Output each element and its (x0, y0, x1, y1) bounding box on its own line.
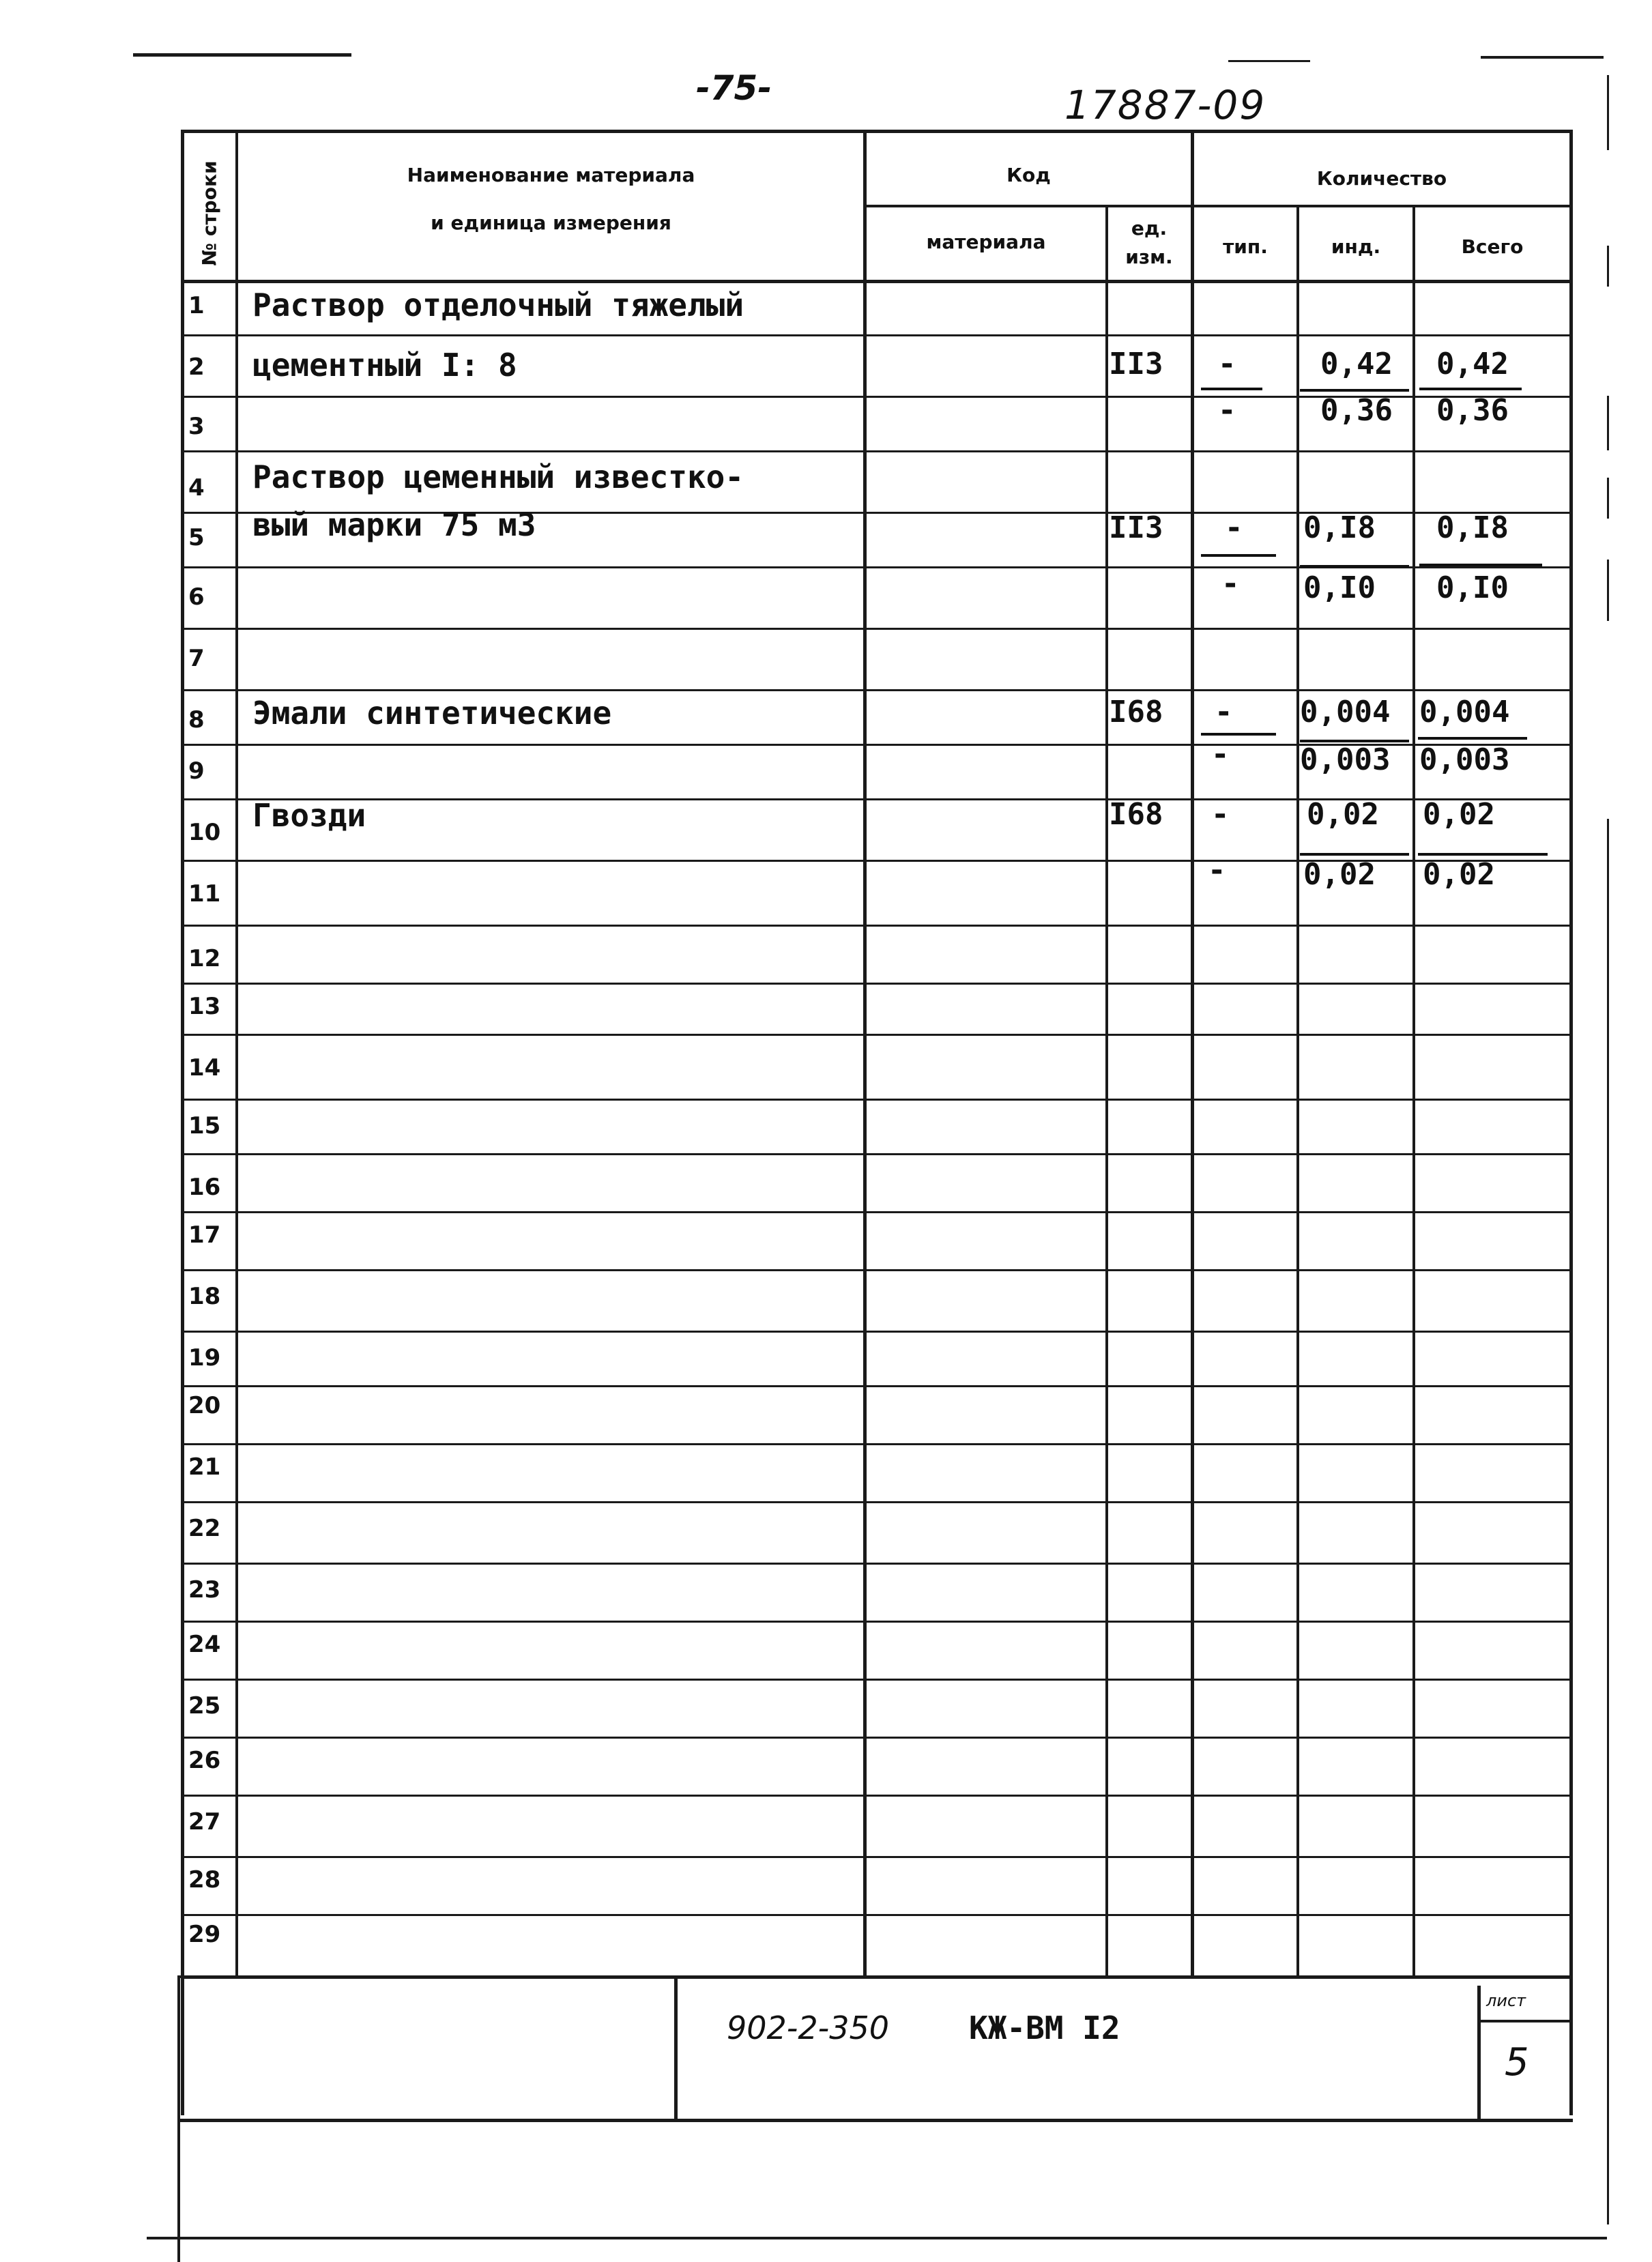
material-name: Раствор отделочный тяжелый (252, 287, 744, 323)
row-number: 26 (188, 1747, 221, 1774)
material-name: вый марки 75 м3 (252, 506, 536, 543)
row-number: 11 (188, 880, 221, 908)
row-number: 28 (188, 1866, 221, 1894)
row-number: 23 (188, 1576, 221, 1604)
qty-total: 0,02 (1423, 797, 1495, 832)
header-name-line1: Наименование материала (407, 164, 695, 186)
qty-typ: - (1215, 695, 1233, 729)
row-number: 21 (188, 1453, 221, 1481)
row-number: 3 (188, 413, 205, 440)
row-number: 22 (188, 1515, 221, 1542)
qty-ind: 0,02 (1307, 797, 1379, 832)
material-name: цементный I: 8 (252, 347, 517, 383)
qty-ind: 0,003 (1300, 742, 1391, 777)
material-name: Эмали синтетические (252, 695, 612, 731)
underline (1418, 737, 1527, 740)
qty-typ: - (1221, 566, 1240, 601)
qty-total: 0,003 (1419, 742, 1510, 777)
header-code: Код (1006, 164, 1051, 186)
row-number: 17 (188, 1221, 221, 1249)
row-number: 7 (188, 645, 205, 672)
underline (1201, 554, 1276, 557)
qty-total: 0,02 (1423, 857, 1495, 892)
qty-typ: - (1218, 393, 1236, 428)
unit-code: I68 (1109, 695, 1163, 729)
sheet-number: 5 (1505, 2040, 1529, 2085)
underline (1201, 388, 1262, 390)
row-number: 29 (188, 1921, 221, 1948)
row-number: 10 (188, 819, 221, 846)
row-number: 6 (188, 583, 205, 611)
underline (1419, 564, 1542, 566)
row-number: 13 (188, 993, 221, 1020)
header-unit-line1: ед. (1131, 217, 1168, 240)
row-number: 18 (188, 1283, 221, 1310)
row-number: 24 (188, 1631, 221, 1658)
header-quantity: Количество (1316, 167, 1447, 190)
header-qty-total: Всего (1461, 235, 1524, 258)
underline (1418, 853, 1548, 856)
stamp-drawing-mark: КЖ-ВМ I2 (969, 2010, 1120, 2046)
material-name: Гвозди (252, 797, 366, 834)
unit-code: II3 (1109, 347, 1163, 381)
row-number: 1 (188, 292, 205, 319)
underline (1300, 853, 1409, 856)
qty-total: 0,36 (1436, 393, 1509, 428)
header-name-line2: и единица измерения (431, 212, 671, 234)
qty-typ: - (1218, 347, 1236, 381)
row-number: 20 (188, 1392, 221, 1419)
page-number: -75- (696, 68, 772, 108)
qty-ind: 0,I8 (1303, 510, 1376, 545)
header-qty-ind: инд. (1331, 235, 1381, 258)
row-number: 8 (188, 706, 205, 734)
row-number: 5 (188, 524, 205, 551)
unit-code: I68 (1109, 797, 1163, 832)
qty-typ: - (1225, 510, 1243, 545)
header-unit-line2: изм. (1125, 246, 1173, 268)
qty-total: 0,I0 (1436, 570, 1509, 605)
stamp-project-code: 902-2-350 (727, 2010, 890, 2046)
row-number: 2 (188, 353, 205, 381)
row-number: 9 (188, 757, 205, 785)
row-number: 12 (188, 945, 221, 972)
qty-ind: 0,42 (1320, 347, 1393, 381)
qty-typ: - (1211, 737, 1230, 772)
underline (1300, 565, 1409, 568)
row-number: 25 (188, 1692, 221, 1720)
qty-ind: 0,004 (1300, 695, 1391, 729)
qty-total: 0,I8 (1436, 510, 1509, 545)
row-number: 15 (188, 1112, 221, 1140)
row-number: 14 (188, 1054, 221, 1082)
underline (1201, 733, 1276, 736)
qty-total: 0,42 (1436, 347, 1509, 381)
sheet-label: лист (1486, 1991, 1526, 2010)
qty-ind: 0,02 (1303, 857, 1376, 892)
document-number: 17887-09 (1064, 82, 1266, 128)
unit-code: II3 (1109, 510, 1163, 545)
qty-ind: 0,36 (1320, 393, 1393, 428)
row-number: 4 (188, 474, 205, 502)
row-number: 27 (188, 1808, 221, 1836)
material-name: Раствор цеменный известко- (252, 459, 744, 495)
row-number: 16 (188, 1174, 221, 1201)
header-qty-typ: тип. (1223, 235, 1268, 258)
header-row-number: № строки (199, 160, 222, 266)
qty-total: 0,004 (1419, 695, 1510, 729)
row-number: 19 (188, 1344, 221, 1372)
qty-typ: - (1211, 797, 1230, 832)
qty-typ: - (1208, 853, 1226, 888)
underline (1419, 388, 1522, 390)
underline (1300, 389, 1409, 392)
header-code-material: материала (926, 231, 1046, 253)
qty-ind: 0,I0 (1303, 570, 1376, 605)
